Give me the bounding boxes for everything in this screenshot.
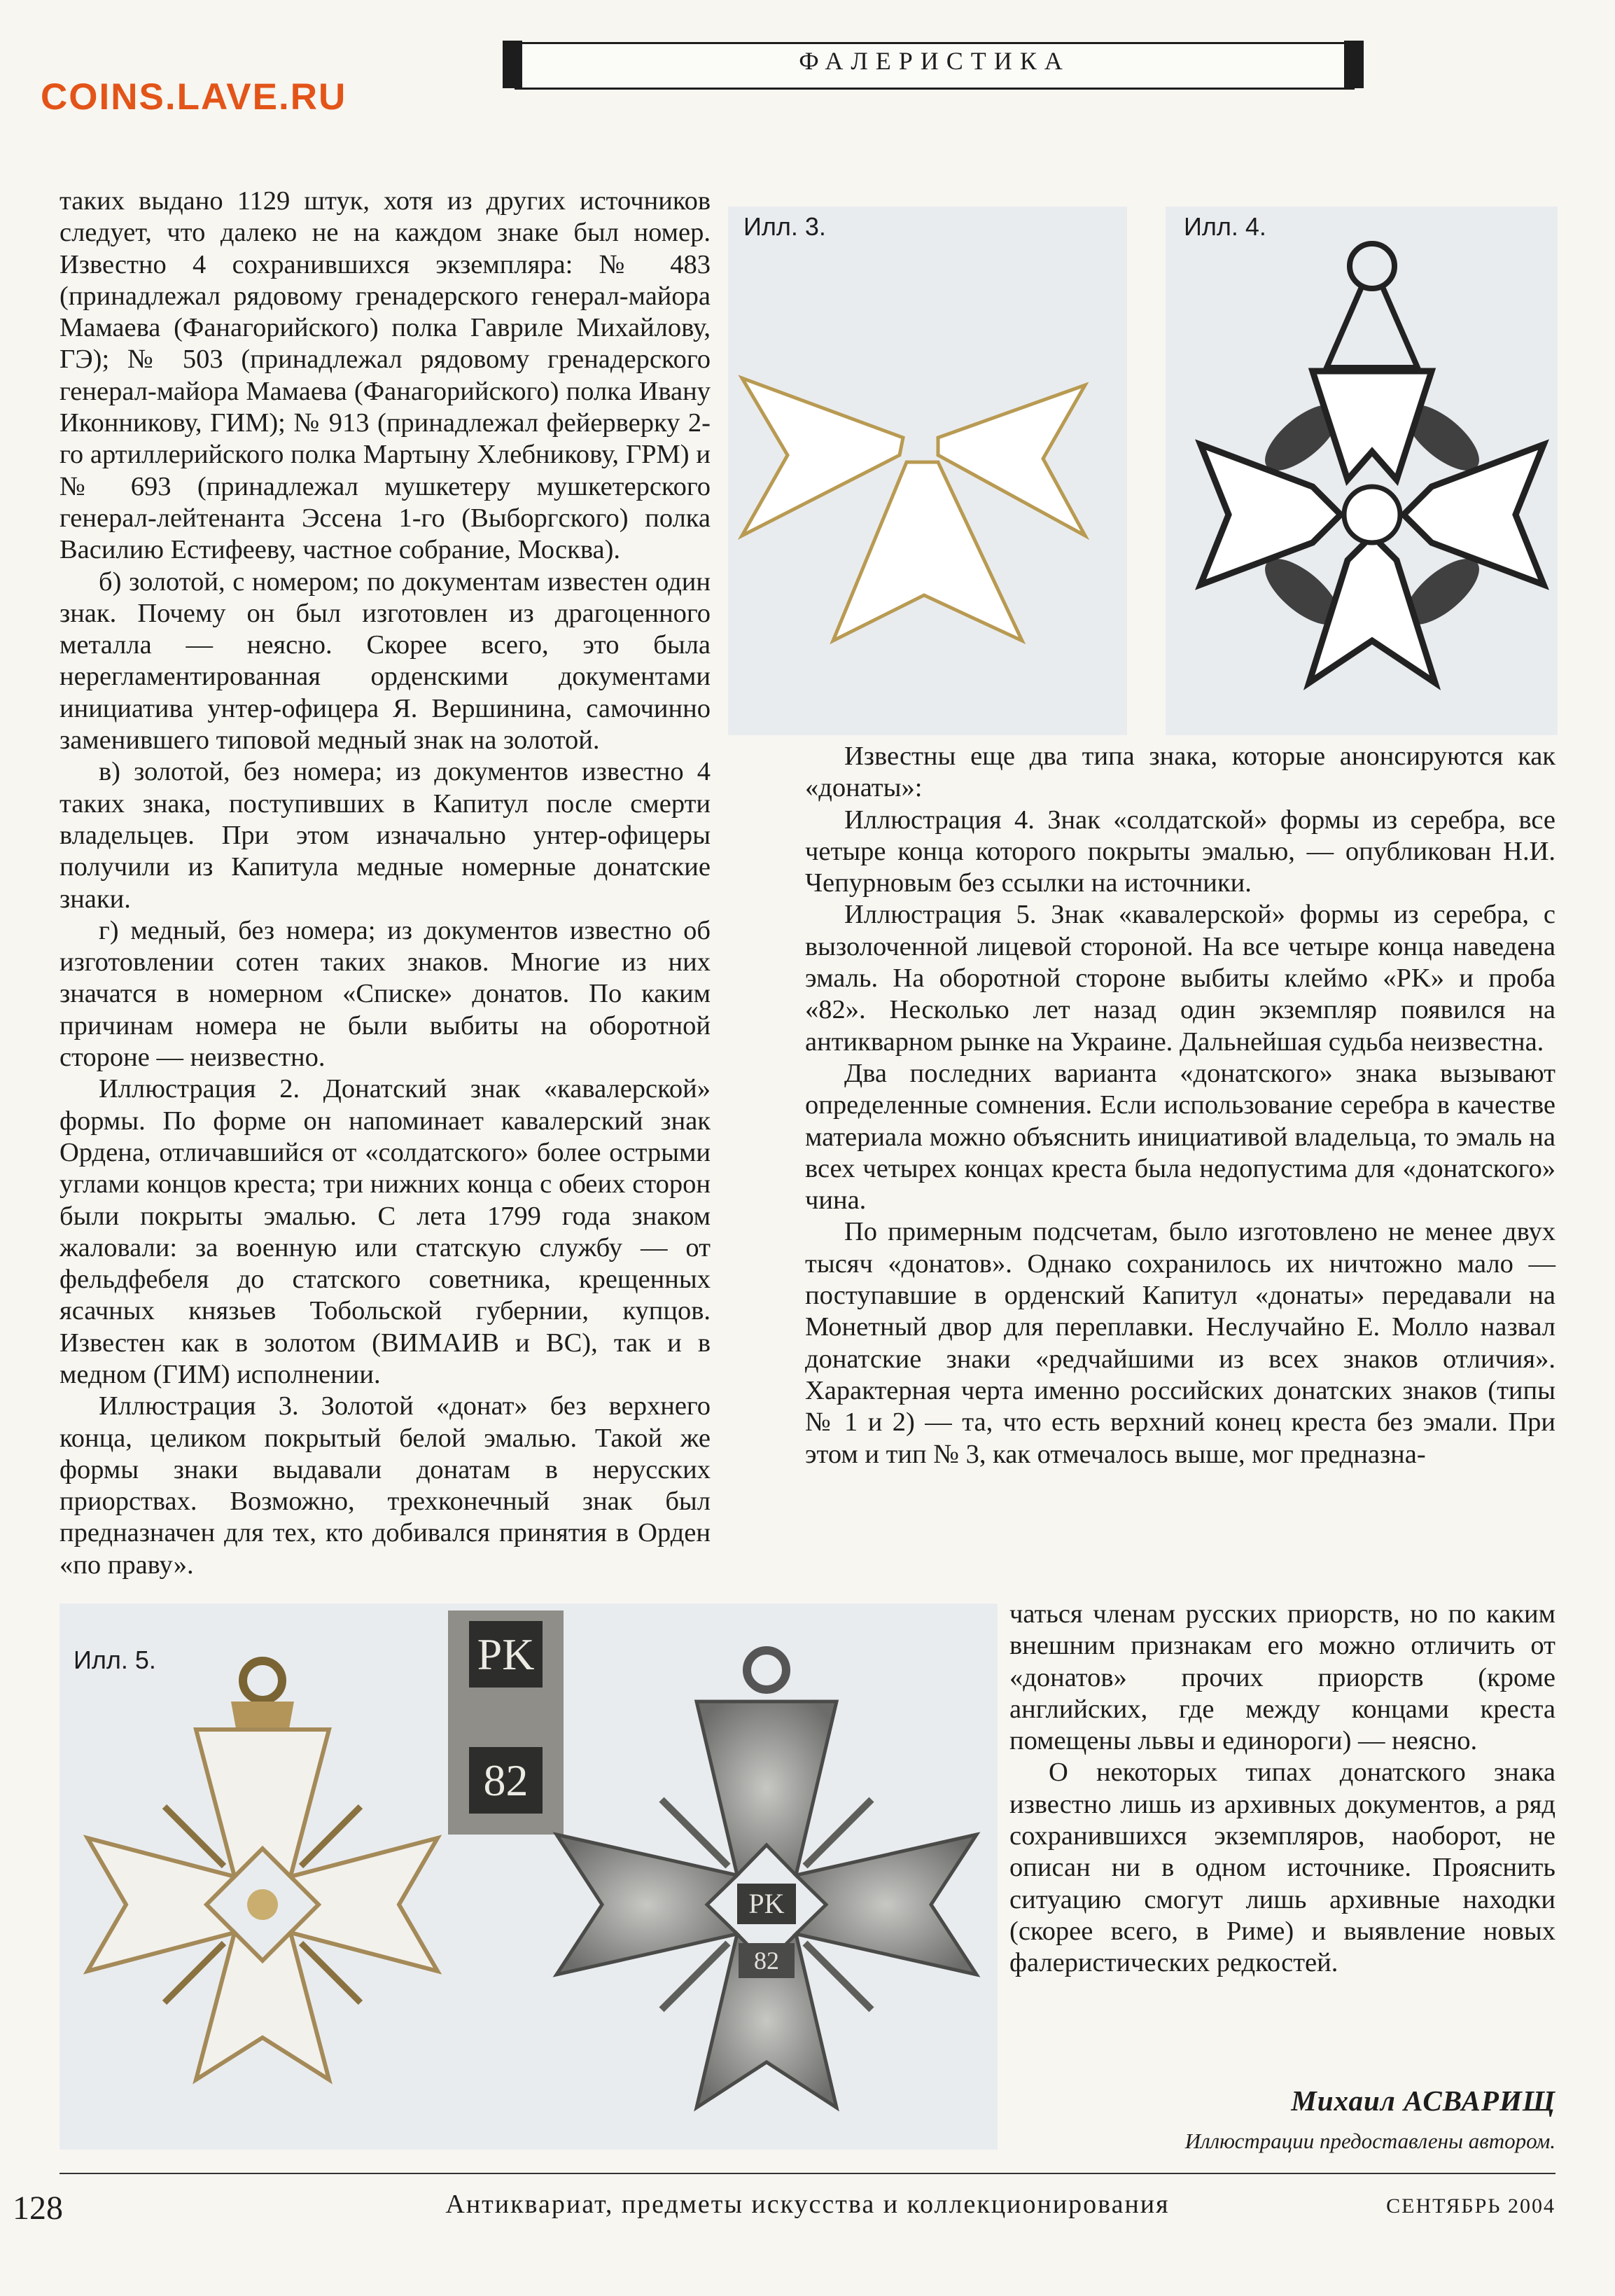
paragraph: чаться членам русских приорств, но по каким внешним признакам его можно отличить от «донатов» прочих приорств (кроме английских, где между концами креста помещены львы и единороги) — неясно. — [1009, 1599, 1555, 1756]
figure-ill4 — [1166, 207, 1558, 735]
watermark: COINS.LAVE.RU — [41, 76, 347, 118]
paragraph: таких выдано 1129 штук, хотя из других источников следует, что далеко не на каждом знаке был номер. Известно 4 сохранившихся экземпляра: № 483 (принадлежал рядовому гренадерского генерал-майора Мамаева (Фанагорийского) полка Гавриле Михайлову, ГЭ); № 503 (принадлежал рядовому гренадерского генерал-майора Мамаева (Фанагорийского) полка Ивану Иконникову, ГИМ); № 913 (принадлежал фейерверку 2-го артиллерийского полка Мартыну Хлебникову, ГРМ) и № 693 (принадлежал мушкетеру мушкетерского генерал-лейтенанта Эссена 1-го (Выборгского) полка Василию Естифееву, частное собрание, Москва). — [60, 186, 711, 565]
illustration-credit: Иллюстрации предоставлены автором. — [1184, 2129, 1555, 2153]
paragraph: О некоторых типах донатского знака известно лишь из архивных документов, а ряд сохранившихся экземпляров, наоборот, не описан ни в одном источнике. Прояснить ситуацию смогут лишь архивные находки (скорее всего, в Риме) и выявление новых фалеристических редкостей. — [1009, 1758, 1555, 1978]
paragraph: Иллюстрация 5. Знак «кавалерской» формы из серебра, с вызолоченной лицевой стороной. На все четыре конца наведена эмаль. На оборотной стороне выбиты клеймо «PK» и проба «82». Несколько лет назад один экземпляр появился на антикварном рынке на Украине. Дальнейшая судьба неизвестна. — [805, 900, 1555, 1057]
hallmark-stamp-on-cross: PK — [748, 1888, 785, 1919]
figure-ill3 — [728, 207, 1127, 735]
three-arm-cross-image — [728, 207, 1127, 735]
magazine-title: Антиквариат, предметы искусства и коллекционирования — [445, 2190, 1170, 2219]
hallmark-stamp: PK — [477, 1629, 535, 1679]
author-name: Михаил АСВАРИЩ — [1291, 2085, 1555, 2117]
paragraph: Иллюстрация 4. Знак «солдатской» формы из серебра, все четыре конца которого покрыты эмалью, — опубликован Н.И. Чепурновым без ссылки на источники. — [805, 805, 1555, 898]
paragraph: Иллюстрация 3. Золотой «донат» без верхнего конца, целиком покрытый белой эмалью. Такой же формы знаки выдавали донатам в нерусских приорствах. Возможно, трехконечный знак был предназначен для тех, кто добивался принятия в Орден «по праву». — [60, 1391, 711, 1580]
hallmark-fineness: 82 — [483, 1755, 529, 1805]
page-number: 128 — [13, 2190, 63, 2227]
paragraph: б) золотой, с номером; по документам известен один знак. Почему он был изготовлен из драгоценного металла — неясно. Скорее всего, это была нерегламентированная орденскими документами инициатива унтер-офицера Я. Вершинина, самочинно заменившего типовой медный знак на золотой. — [60, 566, 711, 756]
issue-date: СЕНТЯБРЬ 2004 — [1386, 2194, 1555, 2218]
paragraph: Два последних варианта «донатского» знака вызывают определенные сомнения. Если использование серебра в качестве материала можно объяснить инициативой владельца, то эмаль на всех четырех концах креста была недопустима для «донатского» чина. — [805, 1058, 1555, 1216]
article-right-lower-column — [1009, 1599, 1555, 1980]
figure-label: Илл. 3. — [743, 212, 826, 241]
hallmark-fineness-on-cross: 82 — [754, 1947, 779, 1975]
figure-ill5 — [60, 1603, 998, 2150]
figure-label: Илл. 5. — [74, 1646, 156, 1674]
section-title: ФАЛЕРИСТИКА — [799, 47, 1070, 75]
paragraph: г) медный, без номера; из документов известно об изготовлении сотен таких знаков. Многие из них значатся в номерном «Списке» донатов. По каким причинам номера не были выбиты на оборотной стороне — неизвестно. — [60, 915, 711, 1073]
figure-label: Илл. 4. — [1184, 212, 1266, 241]
paragraph: в) золотой, без номера; из документов известно 4 таких знака, поступивших в Капитул после смерти владельцев. При этом изначально унтер-офицеры получили из Капитула медные номерные донатские знаки. — [60, 757, 711, 914]
article-right-column — [805, 741, 1555, 1470]
footer-rule — [60, 2173, 1555, 2174]
paragraph: По примерным подсчетам, было изготовлено не менее двух тысяч «донатов». Однако сохранилось их ничтожно мало — поступавшие в орденский Капитул «донаты» передавали на Монетный двор для переплавки. Неслучайно Е. Молло назвал донатские знаки «редчайшими из всех знаков отличия». Характерная черта именно российских донатских знаков (типы № 1 и 2) — та, что есть верхний конец креста без эмали. При этом и тип № 3, как отмечалось выше, мог предназна- — [805, 1217, 1555, 1469]
four-arm-cross-image — [1166, 207, 1558, 735]
paragraph: Известны еще два типа знака, которые анонсируются как «донаты»: — [805, 742, 1555, 803]
article-left-column — [60, 186, 711, 1581]
paragraph: Иллюстрация 2. Донатский знак «кавалерской» формы. По форме он напоминает кавалерский знак Ордена, отличавшийся от «солдатского» более острыми углами концов креста; три нижних конца с обеих сторон были покрыты эмалью. С лета 1799 года знаком жаловали: за военную или статскую службу — от фельдфебеля до статского советника, крещенных ясачных князьев Тобольской губернии, купцов. Известен как в золотом (ВИМАИВ и ВС), так и в медном (ГИМ) исполнении. — [60, 1074, 711, 1389]
